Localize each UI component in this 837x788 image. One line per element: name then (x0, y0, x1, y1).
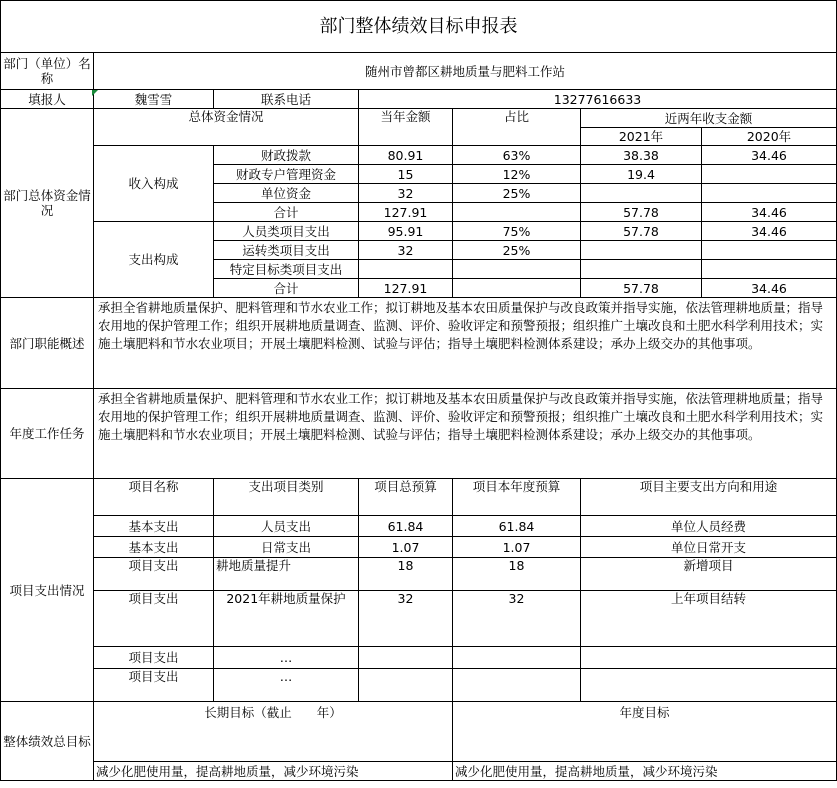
income-item-2020[interactable] (702, 165, 837, 184)
income-item-2020[interactable]: 34.46 (702, 146, 837, 165)
long-term-goal-text[interactable]: 减少化肥使用量，提高耕地质量，减少环境污染 (94, 762, 453, 781)
project-header-total: 项目总预算 (359, 479, 453, 516)
function-label: 部门职能概述 (1, 298, 94, 389)
expense-total-amount[interactable]: 127.91 (359, 279, 453, 298)
income-item-2020[interactable] (702, 184, 837, 203)
header-year-2021: 2021年 (581, 128, 702, 146)
income-item-amount[interactable]: 32 (359, 184, 453, 203)
project-category[interactable]: 耕地质量提升 (214, 558, 359, 591)
header-recent-two-years: 近两年收支金额 (581, 109, 837, 128)
project-use[interactable]: 单位人员经费 (581, 516, 837, 537)
phone-label: 联系电话 (214, 90, 359, 109)
function-text[interactable]: 承担全省耕地质量保护、肥料管理和节水农业工作；拟订耕地及基本农田质量保护与改良政策并指导实施，依法管理耕地质量；指导农用地的保护管理工作；组织开展耕地质量调查、监测、评价、验收评定和预警预报；组织推广土壤改良和土肥水科学利用技术；实施土壤肥料和节水农业项目；开展土壤肥料检测、试验与评估；指导土壤肥料检测体系建设；承办上级交办的其他事项。 (94, 298, 837, 389)
project-category[interactable]: 2021年耕地质量保护 (214, 591, 359, 647)
phone-value[interactable]: 13277616633 (359, 90, 837, 109)
page-title: 部门整体绩效目标申报表 (1, 1, 837, 53)
income-total-ratio[interactable] (453, 203, 581, 222)
project-total[interactable]: 32 (359, 591, 453, 647)
project-use[interactable]: 单位日常开支 (581, 537, 837, 558)
expense-item-amount[interactable]: 32 (359, 241, 453, 260)
income-group-label: 收入构成 (94, 146, 214, 222)
income-item-name: 单位资金 (214, 184, 359, 203)
expense-item-ratio[interactable]: 25% (453, 241, 581, 260)
expense-item-name: 人员类项目支出 (214, 222, 359, 241)
income-item-2021[interactable] (581, 184, 702, 203)
expense-item-ratio[interactable]: 75% (453, 222, 581, 241)
income-total-2020[interactable]: 34.46 (702, 203, 837, 222)
expense-total-2020[interactable]: 34.46 (702, 279, 837, 298)
dept-value[interactable]: 随州市曾都区耕地质量与肥料工作站 (94, 53, 837, 90)
project-year[interactable]: 18 (453, 558, 581, 591)
expense-item-2020[interactable] (702, 260, 837, 279)
project-name[interactable]: 项目支出 (94, 647, 214, 669)
project-use[interactable] (581, 669, 837, 702)
income-total-label: 合计 (214, 203, 359, 222)
project-name[interactable]: 项目支出 (94, 591, 214, 647)
expense-item-2021[interactable]: 57.78 (581, 222, 702, 241)
project-total[interactable]: 1.07 (359, 537, 453, 558)
expense-item-ratio[interactable] (453, 260, 581, 279)
project-use[interactable]: 上年项目结转 (581, 591, 837, 647)
project-year[interactable] (453, 647, 581, 669)
expense-item-2020[interactable]: 34.46 (702, 222, 837, 241)
dept-label: 部门（单位）名称 (1, 53, 94, 90)
expense-item-name: 特定目标类项目支出 (214, 260, 359, 279)
project-total[interactable]: 61.84 (359, 516, 453, 537)
expense-item-2021[interactable] (581, 260, 702, 279)
expense-item-2021[interactable] (581, 241, 702, 260)
project-name[interactable]: 项目支出 (94, 669, 214, 702)
income-item-amount[interactable]: 15 (359, 165, 453, 184)
income-item-amount[interactable]: 80.91 (359, 146, 453, 165)
expense-total-ratio[interactable] (453, 279, 581, 298)
income-item-ratio[interactable]: 25% (453, 184, 581, 203)
project-use[interactable] (581, 647, 837, 669)
project-category[interactable]: 人员支出 (214, 516, 359, 537)
expense-item-name: 运转类项目支出 (214, 241, 359, 260)
projects-section-label: 项目支出情况 (1, 479, 94, 702)
project-year[interactable] (453, 669, 581, 702)
goals-section-label: 整体绩效总目标 (1, 702, 94, 781)
task-label: 年度工作任务 (1, 389, 94, 479)
income-item-name: 财政拨款 (214, 146, 359, 165)
project-header-category: 支出项目类别 (214, 479, 359, 516)
project-category[interactable]: 日常支出 (214, 537, 359, 558)
project-total[interactable] (359, 647, 453, 669)
project-category[interactable]: … (214, 647, 359, 669)
income-item-ratio[interactable]: 12% (453, 165, 581, 184)
project-total[interactable]: 18 (359, 558, 453, 591)
project-header-name: 项目名称 (94, 479, 214, 516)
expense-item-amount[interactable]: 95.91 (359, 222, 453, 241)
project-header-use: 项目主要支出方向和用途 (581, 479, 837, 516)
project-name[interactable]: 项目支出 (94, 558, 214, 591)
project-year[interactable]: 61.84 (453, 516, 581, 537)
expense-total-2021[interactable]: 57.78 (581, 279, 702, 298)
header-overall-funds: 总体资金情况 (94, 109, 359, 146)
filler-label: 填报人 (1, 90, 94, 109)
project-name[interactable]: 基本支出 (94, 516, 214, 537)
filler-value[interactable]: 魏雪雪 (94, 90, 214, 109)
income-total-amount[interactable]: 127.91 (359, 203, 453, 222)
income-item-2021[interactable]: 19.4 (581, 165, 702, 184)
income-total-2021[interactable]: 57.78 (581, 203, 702, 222)
header-ratio: 占比 (453, 109, 581, 146)
income-item-name: 财政专户管理资金 (214, 165, 359, 184)
expense-group-label: 支出构成 (94, 222, 214, 298)
project-header-year: 项目本年度预算 (453, 479, 581, 516)
income-item-2021[interactable]: 38.38 (581, 146, 702, 165)
project-category[interactable]: … (214, 669, 359, 702)
funds-section-label: 部门总体资金情况 (1, 109, 94, 298)
project-total[interactable] (359, 669, 453, 702)
project-name[interactable]: 基本支出 (94, 537, 214, 558)
task-text[interactable]: 承担全省耕地质量保护、肥料管理和节水农业工作；拟订耕地及基本农田质量保护与改良政策并指导实施，依法管理耕地质量；指导农用地的保护管理工作；组织开展耕地质量调查、监测、评价、验收评定和预警预报；组织推广土壤改良和土肥水科学利用技术；实施土壤肥料和节水农业项目；开展土壤肥料检测、试验与评估；指导土壤肥料检测体系建设；承办上级交办的其他事项。 (94, 389, 837, 479)
income-item-ratio[interactable]: 63% (453, 146, 581, 165)
expense-item-2020[interactable] (702, 241, 837, 260)
annual-goal-label: 年度目标 (453, 702, 837, 762)
expense-item-amount[interactable] (359, 260, 453, 279)
annual-goal-text[interactable]: 减少化肥使用量，提高耕地质量，减少环境污染 (453, 762, 837, 781)
project-use[interactable]: 新增项目 (581, 558, 837, 591)
comment-marker (92, 90, 98, 96)
header-year-2020: 2020年 (702, 128, 837, 146)
project-year[interactable]: 1.07 (453, 537, 581, 558)
header-current-amount: 当年金额 (359, 109, 453, 146)
project-year[interactable]: 32 (453, 591, 581, 647)
long-term-goal-label: 长期目标（截止 年） (94, 702, 453, 762)
expense-total-label: 合计 (214, 279, 359, 298)
